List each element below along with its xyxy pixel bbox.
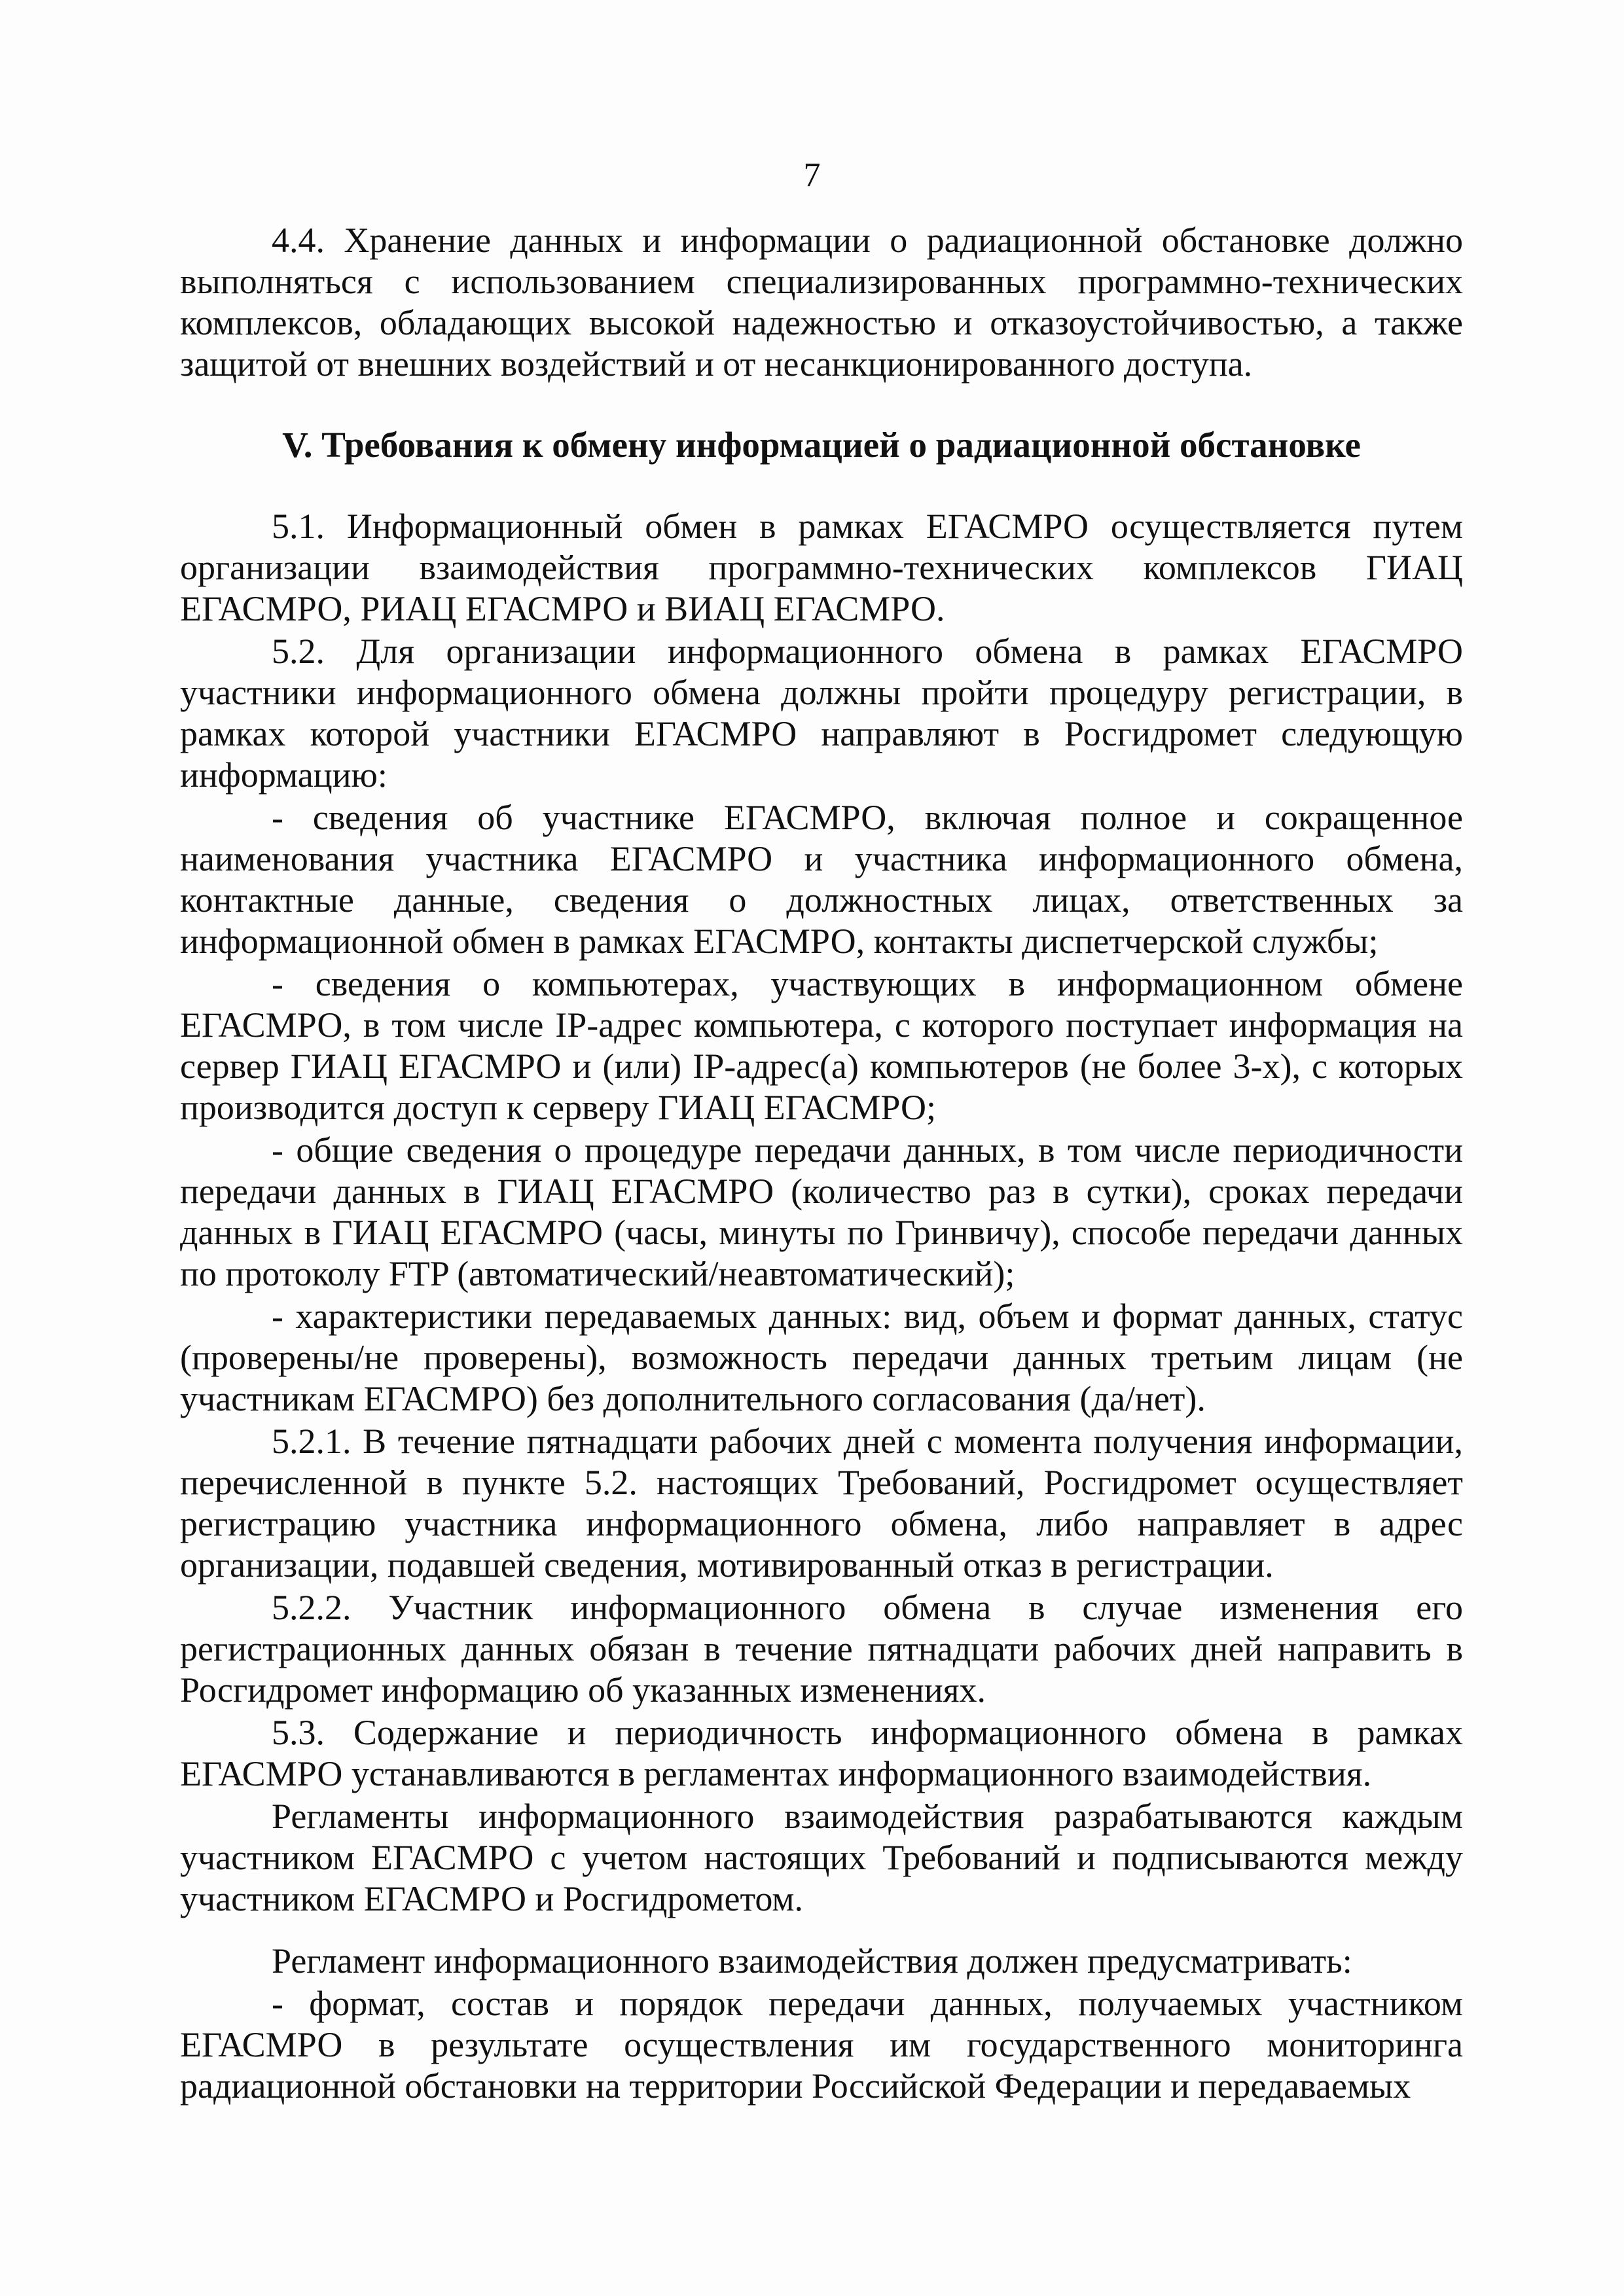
- paragraph-reglamenty: Регламенты информационного взаимодействия разрабатываются каждым участником ЕГАСМРО с учетом настоящих Требований и подписываются между участником ЕГАСМРО и Росгидрометом.: [180, 1797, 1463, 1918]
- paragraph-5-2-item-4: - характеристики передаваемых данных: вид, объем и формат данных, статус (проверены/не проверены), возможность передачи данных третьим лицам (не участникам ЕГАСМРО) без дополнительного согласования (да/нет).: [180, 1297, 1463, 1418]
- paragraph-4-4: 4.4. Хранение данных и информации о радиационной обстановке должно выполняться с использованием специализированных программно-технических комплексов, обладающих высокой надежностью и отказоустойчивостью, а также защитой от внешних воздействий и от несанкционированного доступа.: [180, 221, 1463, 384]
- document-body: [180, 220, 1463, 2107]
- paragraph-5-2-item-1: - сведения об участнике ЕГАСМРО, включая полное и сокращенное наименования участника ЕГАСМРО и участника информационного обмена, контактные данные, сведения о должностных лицах, ответственных за информационной обмен в рамках ЕГАСМРО, контакты диспетчерской службы;: [180, 798, 1463, 961]
- paragraph-5-2-2: 5.2.2. Участник информационного обмена в случае изменения его регистрационных данных обязан в течение пятнадцати рабочих дней направить в Росгидромет информацию об указанных изменениях.: [180, 1588, 1463, 1710]
- paragraph-5-2-1: 5.2.1. В течение пятнадцати рабочих дней с момента получения информации, перечисленной в пункте 5.2. настоящих Требований, Росгидромет осуществляет регистрацию участника информационного обмена, либо направляет в адрес организации, подавшей сведения, мотивированный отказ в регистрации.: [180, 1422, 1463, 1585]
- section-heading-v: V. Требования к обмену информацией о радиационной обстановке: [282, 425, 1361, 465]
- paragraph-5-2-item-3: - общие сведения о процедуре передачи данных, в том числе периодичности передачи данных в ГИАЦ ЕГАСМРО (количество раз в сутки), сроках передачи данных в ГИАЦ ЕГАСМРО (часы, минуты по Гринвичу), способе передачи данных по протоколу FTP (автоматический/неавтоматический);: [180, 1130, 1463, 1293]
- paragraph-reglament: Регламент информационного взаимодействия должен предусматривать:: [272, 1941, 1352, 1981]
- paragraph-5-2: 5.2. Для организации информационного обмена в рамках ЕГАСМРО участники информационного обмена должны пройти процедуру регистрации, в рамках которой участники ЕГАСМРО направляют в Росгидромет следующую информацию:: [180, 632, 1463, 795]
- page-number: 7: [803, 156, 821, 194]
- paragraph-5-2-item-2: - сведения о компьютерах, участвующих в информационном обмене ЕГАСМРО, в том числе IP-адрес компьютера, с которого поступает информация на сервер ГИАЦ ЕГАСМРО и (или) IP-адрес(а) компьютеров (не более 3-х), с которых производится доступ к серверу ГИАЦ ЕГАСМРО;: [180, 964, 1463, 1127]
- paragraph-5-1: 5.1. Информационный обмен в рамках ЕГАСМРО осуществляется путем организации взаимодействия программно-технических комплексов ГИАЦ ЕГАСМРО, РИАЦ ЕГАСМРО и ВИАЦ ЕГАСМРО.: [180, 507, 1463, 628]
- paragraph-reglament-item-1: - формат, состав и порядок передачи данных, получаемых участником ЕГАСМРО в результате осуществления им государственного мониторинга радиационной обстановки на территории Российской Федерации и передаваемых: [180, 1984, 1463, 2106]
- paragraph-5-3: 5.3. Содержание и периодичность информационного обмена в рамках ЕГАСМРО устанавливаются в регламентах информационного взаимодействия.: [180, 1713, 1463, 1793]
